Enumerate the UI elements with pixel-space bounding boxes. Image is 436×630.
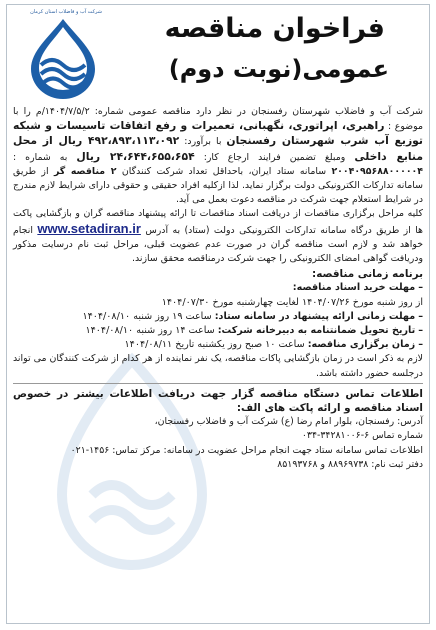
schedule-item-opening xyxy=(13,338,423,352)
process-text-after: انجام خواهد شد و لازم است مناقصه گران در صورت عدم عضویت قبلی، مراحل ثبت نام درسایت مذکور ودریافت گواهی امضای الکترونیکی را جهت شرکت درمناقصه محقق سازند. xyxy=(13,224,423,265)
bullet-dash: – xyxy=(418,325,423,337)
schedule-item-purchase xyxy=(13,281,423,295)
schedule-value-purchase: از روز شنبه مورخ ۱۴۰۴/۰۷/۲۶ لغایت چهارشنبه مورخ ۱۴۰۴/۰۷/۳۰ xyxy=(161,296,423,308)
schedule-value: ساعت ۱۰ صبح روز یکشنبه تاریخ ۱۴۰۴/۰۸/۱۱ xyxy=(124,339,305,351)
water-drop-logo-icon xyxy=(13,9,113,101)
guarantee-label: ومبلغ تضمین فرایند ارجاع کار: xyxy=(203,151,346,163)
notice-body xyxy=(13,105,423,472)
bullet-dash: – xyxy=(418,310,423,322)
schedule-label: مهلت زمانی ارائه پیشنهاد در سامانه ستاد: xyxy=(214,310,416,322)
bullet-dash: – xyxy=(418,339,423,351)
divider xyxy=(13,383,423,384)
min-bidders: ۲ مناقصه گر xyxy=(53,165,117,177)
process-text-before: کلیه مراحل برگزاری مناقصات از دریافت اسناد مناقصات تا ارائه پیشنهاد مناقصه گران و بازگشایی پاکت ها از طریق درگاه سامانه تدارکات الکترونیکی دولت (ستاد) به آدرس xyxy=(13,208,424,236)
setad-contact-info: اطلاعات تماس سامانه ستاد جهت انجام مراحل عضویت در سامانه: مرکز تماس: ۱۴۵۶-۰۲۱ xyxy=(70,444,423,456)
schedule-label: مهلت خرید اسناد مناقصه: xyxy=(292,282,416,294)
schedule-value: ساعت ۱۹ روز شنبه ۱۴۰۴/۰۸/۱۰ xyxy=(82,310,212,322)
estimate-label: با برآورد: xyxy=(184,136,222,148)
intro-end: از طریق سامانه تدارکات الکترونیکی دولت برگزار نماید. لذا ازکلیه افراد حقیقی و حقوقی دارای شرایط لازم مندرج در شرایط استعلام جهت شرکت در مناقصه دعوت بعمل می آید. xyxy=(13,165,423,206)
notice-subtitle: عمومی(نوبت دوم) xyxy=(168,55,389,83)
schedule-label: زمان برگزاری مناقصه: xyxy=(307,339,416,351)
schedule-label: تاریخ تحویل ضمانتنامه به دبیرخانه شرکت: xyxy=(217,325,416,337)
schedule-title: برنامه زمانی مناقصه: xyxy=(312,268,423,281)
logo-caption: شرکت آب و فاضلاب استان کرمان xyxy=(30,9,102,15)
schedule-item-guarantee xyxy=(13,324,423,338)
intro-start: شرکت آب و فاضلاب شهرستان رفسنجان در نظر دارد مناقصه عمومی شماره: ۱۴۰۴/۷/۵/۲/م را با موضوع : xyxy=(13,106,424,133)
schedule-item-submission xyxy=(13,310,423,324)
tender-notice xyxy=(6,4,430,624)
company-logo xyxy=(13,9,113,101)
opening-note: لازم به ذکر است در زمان بازگشایی پاکات مناقصه، یک نفر نماینده از هر کدام از شرکت کنندگان می تواند درجلسه حضور داشته باشد. xyxy=(13,353,423,379)
contact-phone: شماره تماس ۶-۳۴۲۸۱۰۰۶-۰۳۴ xyxy=(301,430,423,442)
guarantee-amount: ۲۴،۶۴۴،۶۵۵،۶۵۴ ریال xyxy=(76,149,195,163)
setad-office-phones: دفتر ثبت نام: ۸۸۹۶۹۷۳۸ و ۸۵۱۹۳۷۶۸ xyxy=(277,458,423,470)
setad-link[interactable]: www.setadiran.ir xyxy=(37,220,141,236)
estimate-amount: ۴۹۲،۸۹۳،۱۱۳،۰۹۲ ریال از محل منابع داخلی xyxy=(13,134,424,163)
number-label: به شماره : xyxy=(13,151,68,163)
notice-title: فراخوان مناقصه xyxy=(164,13,385,44)
process-paragraph xyxy=(13,207,423,266)
contact-title: اطلاعات تماس دستگاه مناقصه گزار جهت دریافت اطلاعات بیشتر در خصوص اسناد مناقصه و ارائه پاکت های الف: xyxy=(13,387,423,415)
tender-subject: راهبری، اپراتوری، نگهبانی، تعمیرات و رفع اتفاقات تاسیسات و شبکه توزیع آب شرب شهرستان رفسنجان xyxy=(13,119,423,148)
contact-address: آدرس: رفسنجان، بلوار امام رضا (ع) شرکت آب و فاضلاب رفسنجان، xyxy=(154,416,423,428)
schedule-value: ساعت ۱۴ روز شنبه ۱۴۰۴/۰۸/۱۰ xyxy=(85,325,215,337)
intro-mid: سامانه ستاد ایران، باحداقل تعداد شرکت کنندگان xyxy=(121,165,327,177)
header xyxy=(11,7,425,103)
intro-paragraph xyxy=(13,105,423,207)
bullet-dash: – xyxy=(418,282,423,294)
setad-number: ۲۰۰۴۰۹۵۶۸۸۰۰۰۰۰۴ xyxy=(331,165,423,177)
